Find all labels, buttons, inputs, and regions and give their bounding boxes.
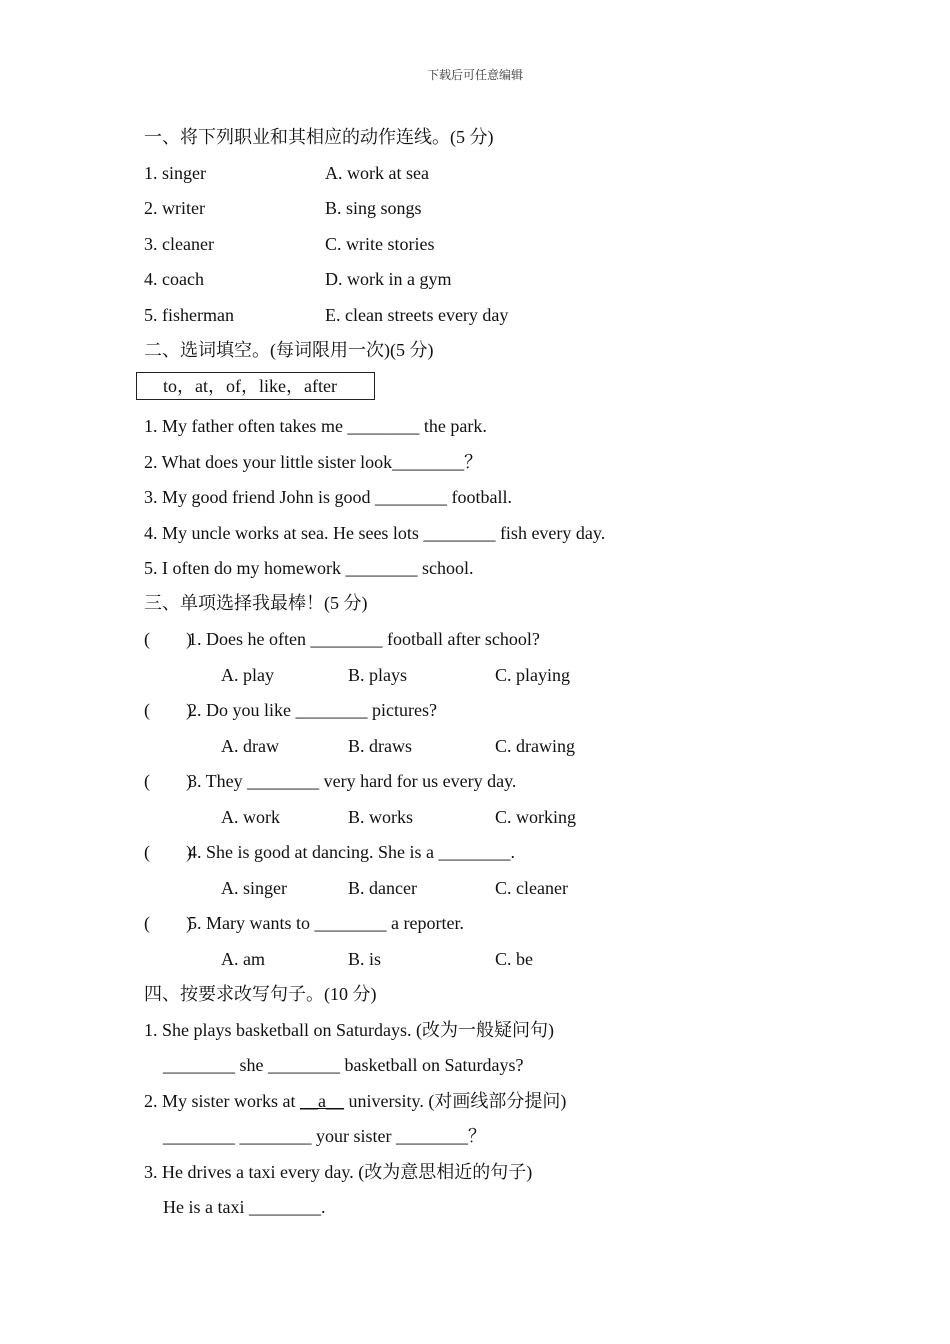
answer-paren: ( )	[144, 629, 192, 649]
job-item: 1. singer	[144, 163, 206, 183]
job-item: 3. cleaner	[144, 234, 214, 254]
rewrite-question	[144, 1090, 566, 1112]
option-b: B. is	[348, 949, 382, 969]
option-b: B. plays	[348, 665, 408, 685]
question-text: 2. My sister works at	[144, 1091, 300, 1111]
action-item: B. sing songs	[325, 198, 422, 218]
rewrite-question: 1. She plays basketball on Saturdays. (改为一般疑问句)	[144, 1020, 554, 1040]
fill-blank-item: 1. My father often takes me ________ the park.	[144, 416, 487, 436]
question-text: university. (对画线部分提问)	[344, 1091, 567, 1111]
fill-blank-item: 5. I often do my homework ________ school.	[144, 558, 474, 578]
answer-paren: ( )	[144, 771, 192, 791]
choice-question: 3. They ________ very hard for us every day.	[188, 771, 517, 791]
fill-blank-item: 2. What does your little sister look________？	[144, 452, 483, 472]
job-item: 2. writer	[144, 198, 205, 218]
section4-title: 四、按要求改写句子。(10 分)	[144, 984, 377, 1004]
option-a: A. play	[221, 665, 274, 685]
job-item: 4. coach	[144, 269, 204, 289]
answer-paren: ( )	[144, 700, 192, 720]
action-item: C. write stories	[325, 234, 435, 254]
option-a: A. singer	[221, 878, 287, 898]
option-c: C. be	[495, 949, 533, 969]
underlined-word: __a__	[300, 1091, 344, 1111]
page-header: 下载后可任意编辑	[426, 68, 523, 82]
answer-paren: ( )	[144, 913, 192, 933]
rewrite-answer-line: ________ she ________ basketball on Saturdays?	[163, 1055, 524, 1075]
rewrite-answer-line: ________ ________ your sister ________？	[163, 1126, 486, 1146]
fill-blank-item: 4. My uncle works at sea. He sees lots ________ fish every day.	[144, 523, 606, 543]
option-c: C. playing	[495, 665, 570, 685]
option-a: A. work	[221, 807, 280, 827]
option-b: B. draws	[348, 736, 412, 756]
word-bank-box: to，at，of，like，after	[136, 372, 375, 400]
option-c: C. working	[495, 807, 576, 827]
option-c: C. drawing	[495, 736, 575, 756]
answer-paren: ( )	[144, 842, 192, 862]
fill-blank-item: 3. My good friend John is good ________ football.	[144, 487, 512, 507]
choice-question: 5. Mary wants to ________ a reporter.	[188, 913, 464, 933]
section1-title: 一、将下列职业和其相应的动作连线。(5 分)	[144, 127, 494, 147]
option-c: C. cleaner	[495, 878, 568, 898]
rewrite-answer-line: He is a taxi ________.	[163, 1197, 326, 1217]
job-item: 5. fisherman	[144, 305, 234, 325]
option-a: A. am	[221, 949, 265, 969]
action-item: D. work in a gym	[325, 269, 452, 289]
choice-question: 2. Do you like ________ pictures?	[188, 700, 437, 720]
section2-title: 二、选词填空。(每词限用一次)(5 分)	[144, 340, 434, 360]
action-item: A. work at sea	[325, 163, 429, 183]
rewrite-question: 3. He drives a taxi every day. (改为意思相近的句子)	[144, 1162, 533, 1182]
section3-title: 三、单项选择我最棒！(5 分)	[144, 593, 368, 613]
option-a: A. draw	[221, 736, 279, 756]
choice-question: 4. She is good at dancing. She is a ________.	[188, 842, 515, 862]
option-b: B. dancer	[348, 878, 417, 898]
action-item: E. clean streets every day	[325, 305, 509, 325]
choice-question: 1. Does he often ________ football after school?	[188, 629, 540, 649]
option-b: B. works	[348, 807, 414, 827]
